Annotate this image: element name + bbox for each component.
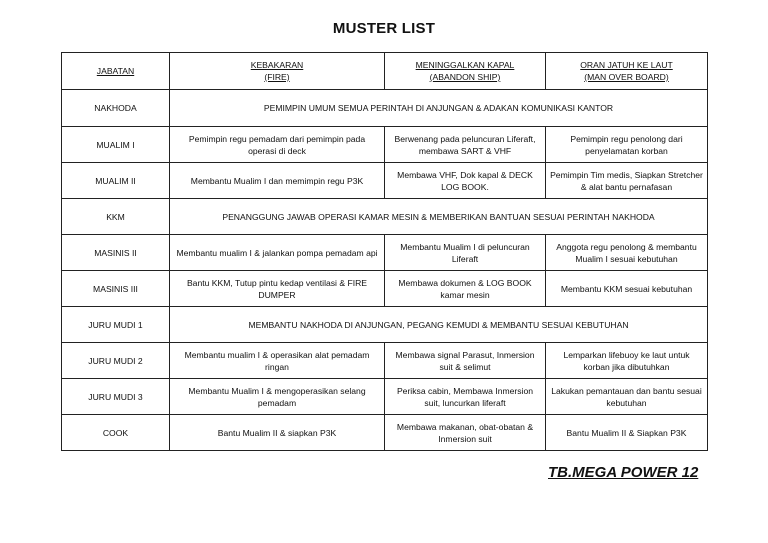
mob-duty-cell: Pemimpin Tim medis, Siapkan Stretcher & alat bantu pernafasan — [546, 163, 708, 199]
role-cell: MASINIS III — [62, 271, 170, 307]
abandon-duty-cell: Membawa dokumen & LOG BOOK kamar mesin — [385, 271, 546, 307]
table-row — [62, 235, 708, 271]
header-abandon-line1: MENINGGALKAN KAPAL — [415, 60, 515, 70]
fire-duty-cell: Pemimpin regu pemadam dari pemimpin pada operasi di deck — [170, 127, 385, 163]
role-cell: JURU MUDI 2 — [62, 343, 170, 379]
role-cell: KKM — [62, 199, 170, 235]
role-cell: NAKHODA — [62, 90, 170, 127]
muster-table — [61, 52, 708, 451]
table-row — [62, 90, 708, 127]
table-row — [62, 127, 708, 163]
fire-duty-cell: Membantu Mualim I dan memimpin regu P3K — [170, 163, 385, 199]
header-abandon-line2: (ABANDON SHIP) — [429, 72, 501, 82]
role-cell: JURU MUDI 3 — [62, 379, 170, 415]
fire-duty-cell: Membantu Mualim I & mengoperasikan selang pemadam — [170, 379, 385, 415]
vessel-name: TB.MEGA POWER 12 — [548, 464, 699, 481]
mob-duty-cell: Lakukan pemantauan dan bantu sesuai kebutuhan — [546, 379, 708, 415]
role-cell: MUALIM I — [62, 127, 170, 163]
header-mob — [546, 53, 708, 90]
table-row — [62, 343, 708, 379]
header-fire — [170, 53, 385, 90]
header-mob-line2: (MAN OVER BOARD) — [584, 72, 669, 82]
fire-duty-cell: Membantu mualim I & jalankan pompa pemadam api — [170, 235, 385, 271]
mob-duty-cell: Pemimpin regu penolong dari penyelamatan korban — [546, 127, 708, 163]
span-duty-cell: MEMBANTU NAKHODA DI ANJUNGAN, PEGANG KEMUDI & MEMBANTU SESUAI KEBUTUHAN — [170, 307, 708, 343]
mob-duty-cell: Anggota regu penolong & membantu Mualim I sesuai kebutuhan — [546, 235, 708, 271]
abandon-duty-cell: Berwenang pada peluncuran Liferaft, membawa SART & VHF — [385, 127, 546, 163]
header-abandon — [385, 53, 546, 90]
header-fire-line2: (FIRE) — [264, 72, 290, 82]
abandon-duty-cell: Membawa signal Parasut, Inmersion suit & selimut — [385, 343, 546, 379]
abandon-duty-cell: Membawa VHF, Dok kapal & DECK LOG BOOK. — [385, 163, 546, 199]
span-duty-cell: PENANGGUNG JAWAB OPERASI KAMAR MESIN & MEMBERIKAN BANTUAN SESUAI PERINTAH NAKHODA — [170, 199, 708, 235]
header-mob-line1: ORAN JATUH KE LAUT — [580, 60, 673, 70]
role-cell: MASINIS II — [62, 235, 170, 271]
fire-duty-cell: Bantu Mualim II & siapkan P3K — [170, 415, 385, 451]
table-row — [62, 199, 708, 235]
table-row — [62, 379, 708, 415]
fire-duty-cell: Membantu mualim I & operasikan alat pemadam ringan — [170, 343, 385, 379]
header-jabatan: JABATAN — [62, 53, 170, 90]
table-row — [62, 163, 708, 199]
table-row — [62, 271, 708, 307]
role-cell: JURU MUDI 1 — [62, 307, 170, 343]
role-cell: MUALIM II — [62, 163, 170, 199]
page-title: MUSTER LIST — [332, 20, 436, 37]
mob-duty-cell: Lemparkan lifebuoy ke laut untuk korban jika dibutuhkan — [546, 343, 708, 379]
abandon-duty-cell: Membantu Mualim I di peluncuran Liferaft — [385, 235, 546, 271]
table-row — [62, 415, 708, 451]
table-row — [62, 307, 708, 343]
abandon-duty-cell: Membawa makanan, obat-obatan & Inmersion suit — [385, 415, 546, 451]
span-duty-cell: PEMIMPIN UMUM SEMUA PERINTAH DI ANJUNGAN & ADAKAN KOMUNIKASI KANTOR — [170, 90, 708, 127]
abandon-duty-cell: Periksa cabin, Membawa Inmersion suit, luncurkan liferaft — [385, 379, 546, 415]
role-cell: COOK — [62, 415, 170, 451]
fire-duty-cell: Bantu KKM, Tutup pintu kedap ventilasi & FIRE DUMPER — [170, 271, 385, 307]
header-fire-line1: KEBAKARAN — [250, 60, 304, 70]
mob-duty-cell: Bantu Mualim II & Siapkan P3K — [546, 415, 708, 451]
mob-duty-cell: Membantu KKM sesuai kebutuhan — [546, 271, 708, 307]
header-row — [62, 53, 708, 90]
